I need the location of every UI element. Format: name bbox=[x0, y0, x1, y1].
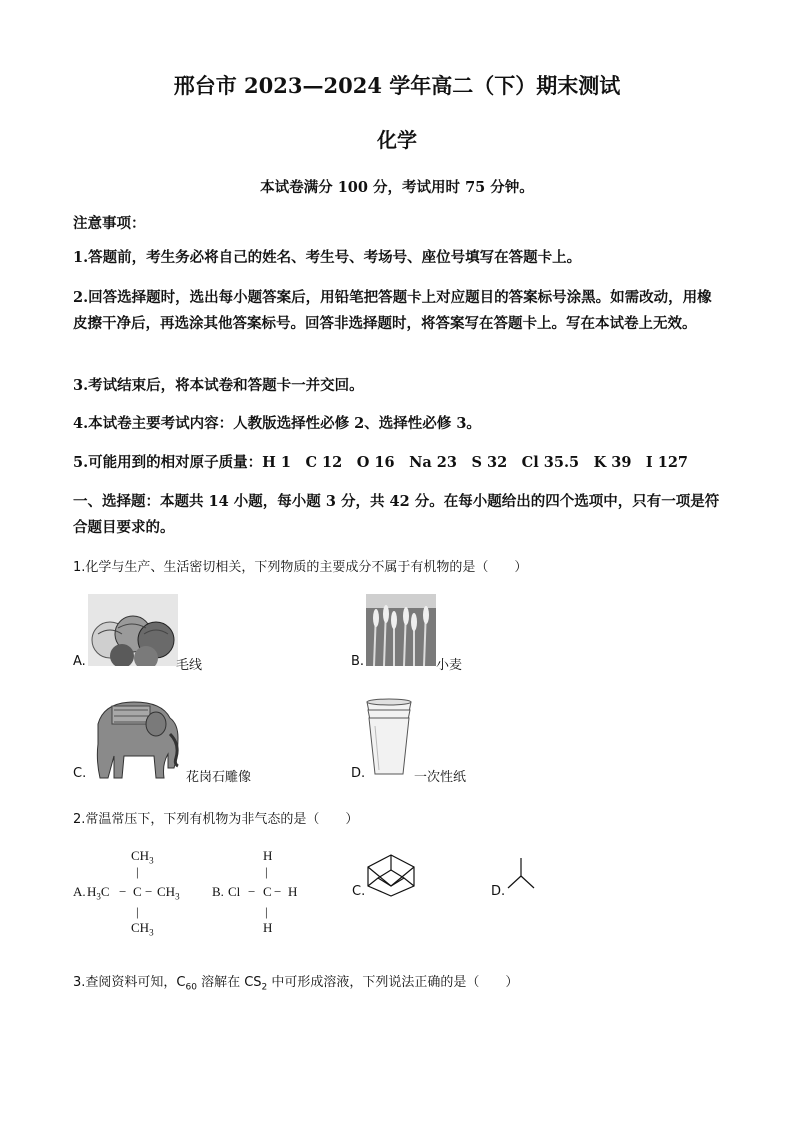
b-right-bond: − bbox=[274, 884, 282, 899]
exam-title: 邢台市 2023—2024 学年高二（下）期末测试 bbox=[173, 73, 621, 98]
option-d-letter: D. bbox=[351, 766, 366, 781]
a-right-group: $CH_3$ bbox=[157, 884, 180, 902]
b-left-atom: Cl bbox=[228, 884, 241, 899]
notes-heading: 注意事项： bbox=[73, 215, 146, 232]
question-3-stem: 3.查阅资料可知，$C_{60}$ 溶解在 $CS_2$ 中可形成溶液，下列说法正确的是（ ） bbox=[73, 975, 519, 993]
elephant-statue-image bbox=[88, 694, 184, 780]
b-center-carbon: C bbox=[263, 884, 272, 899]
b-top-bond: | bbox=[265, 864, 268, 879]
option-b-letter: B. bbox=[351, 654, 365, 669]
question-1-stem: 1.化学与生产、生活密切相关，下列物质的主要成分不属于有机物的是（ ） bbox=[73, 560, 528, 575]
a-top-group: $CH_3$ bbox=[131, 848, 154, 866]
section-heading: 一、选择题：本题共 14 小题，每小题 3 分，共 42 分。在每小题给出的四个选项中，只有一项是符合题目要求的。 bbox=[73, 493, 720, 536]
option-b-structure bbox=[212, 848, 312, 940]
note-item-3: 3.考试结束后，将本试卷和答题卡一并交回。 bbox=[73, 377, 364, 394]
a-bottom-bond: | bbox=[136, 904, 139, 919]
question-2-stem: 2.常温常压下，下列有机物为非气态的是（ ） bbox=[73, 812, 359, 827]
note-item-5: 5.可能用到的相对原子质量：H 1 C 12 O 16 Na 23 S 32 Cl 35.5 K 39 I 127 bbox=[73, 454, 689, 471]
wheat-image bbox=[366, 594, 436, 666]
b-bottom-atom: H bbox=[263, 920, 273, 935]
b-right-atom: H bbox=[288, 884, 298, 899]
d-letter: D. bbox=[491, 884, 506, 899]
a-letter: A. bbox=[73, 884, 86, 899]
b-bottom-bond: | bbox=[265, 904, 268, 919]
b-left-bond: − bbox=[248, 884, 256, 899]
option-a-structure bbox=[73, 848, 203, 940]
exam-subject: 化学 bbox=[377, 128, 417, 152]
b-letter: B. bbox=[212, 884, 224, 899]
isobutane-skeleton bbox=[506, 856, 536, 894]
a-left-group: $H_3C$ bbox=[87, 884, 110, 902]
note-item-1: 1.答题前，考生务必将自己的姓名、考生号、考场号、座位号填写在答题卡上。 bbox=[73, 249, 582, 266]
option-c-letter: C. bbox=[73, 766, 87, 781]
note-item-4: 4.本试卷主要考试内容：人教版选择性必修 2、选择性必修 3。 bbox=[73, 415, 481, 432]
option-d-text: 一次性纸 bbox=[414, 770, 467, 785]
b-top-atom: H bbox=[263, 848, 273, 863]
exam-info: 本试卷满分 100 分，考试用时 75 分钟。 bbox=[260, 179, 534, 196]
c-letter: C. bbox=[352, 884, 366, 899]
paper-cup-image bbox=[364, 696, 414, 778]
a-bottom-group: $CH_3$ bbox=[131, 920, 154, 938]
a-right-bond: − bbox=[145, 884, 153, 899]
a-left-bond: − bbox=[119, 884, 127, 899]
a-top-bond: | bbox=[136, 864, 139, 879]
a-center-carbon: C bbox=[133, 884, 142, 899]
option-c-text: 花岗石雕像 bbox=[186, 770, 252, 785]
option-a-text: 毛线 bbox=[176, 658, 203, 673]
adamantane-skeleton bbox=[364, 852, 418, 898]
option-a-letter: A. bbox=[73, 654, 86, 669]
option-b-text: 小麦 bbox=[436, 658, 463, 673]
note-item-2: 2.回答选择题时，选出每小题答案后，用铅笔把答题卡上对应题目的答案标号涂黑。如需改动，用橡皮擦干净后，再选涂其他答案标号。回答非选择题时，将答案写在答题卡上。写在本试卷上无效。 bbox=[73, 289, 712, 332]
yarn-image bbox=[88, 594, 178, 666]
